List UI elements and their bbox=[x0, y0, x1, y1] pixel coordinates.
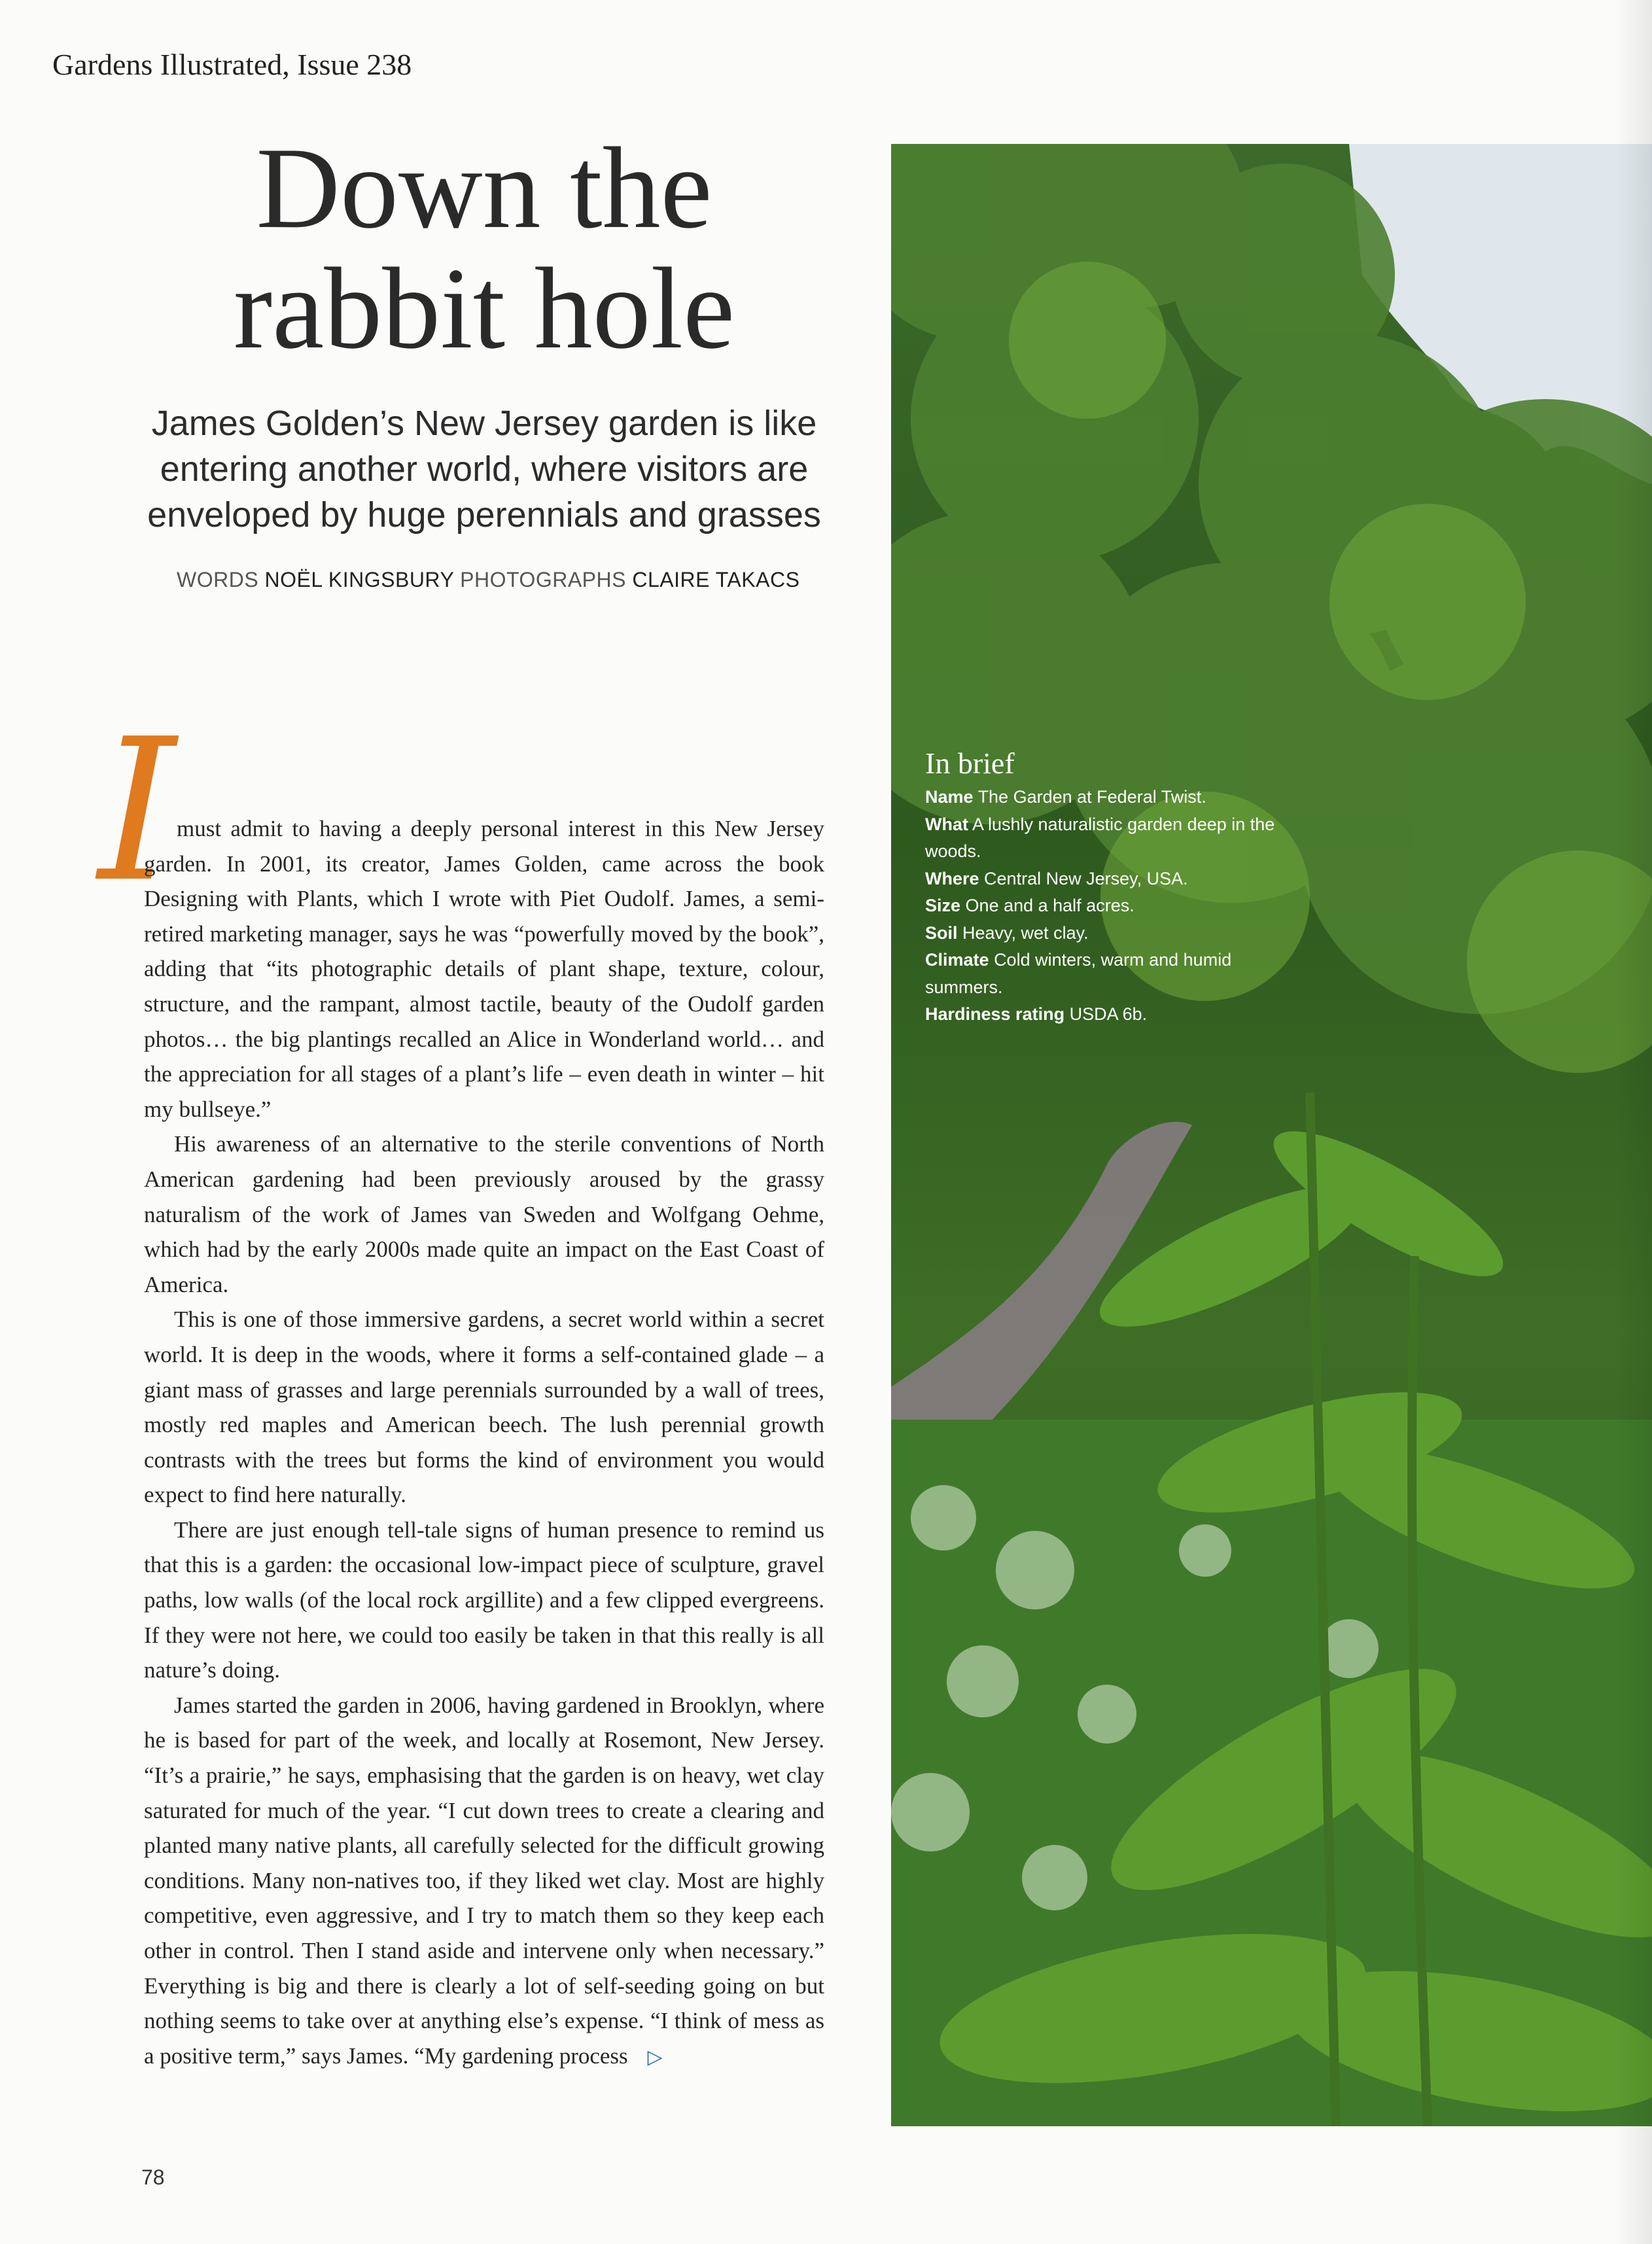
words-label: WORDS bbox=[177, 568, 259, 591]
brief-row-name bbox=[925, 784, 1278, 811]
photographs-label: PHOTOGRAPHS bbox=[460, 568, 626, 591]
paragraph-5-text: James started the garden in 2006, having gardened in Brooklyn, where he is based for part of the week, and locally at Rosemont, New Jersey. “It’s a prairie,” he says, emphasising that the garden is on heavy, wet clay saturated for much of the year. “I cut down trees to create a clearing and planted many native plants, all carefully selected for the difficult growing conditions. Many non-natives too, if they liked wet clay. Most are highly competitive, even aggressive, and I try to match them so they keep each other in control. Then I stand aside and intervene only when necessary.” Everything is big and there is clearly a lot of self-seeding going on but nothing seems to take over at anything else’s expense. “I think of mess as a positive term,” says James. “My gardening process bbox=[144, 1692, 824, 2069]
garden-photo bbox=[891, 144, 1652, 2126]
brief-value: Cold winters, warm and humid summers. bbox=[925, 950, 1232, 997]
in-brief-box bbox=[925, 746, 1278, 1028]
brief-label: Climate bbox=[925, 950, 989, 970]
brief-label: Name bbox=[925, 787, 974, 807]
title-line-2: rabbit hole bbox=[233, 243, 735, 373]
brief-label: Where bbox=[925, 868, 979, 888]
drop-cap: I bbox=[98, 697, 176, 925]
author-name: NOËL KINGSBURY bbox=[264, 568, 454, 591]
brief-row-where bbox=[925, 866, 1278, 893]
brief-row-climate bbox=[925, 947, 1278, 1001]
publication-header: Gardens Illustrated, Issue 238 bbox=[52, 48, 412, 81]
continue-arrow-icon: ▷ bbox=[647, 2046, 663, 2068]
brief-label: Soil bbox=[925, 922, 958, 943]
in-brief-heading: In brief bbox=[925, 746, 1015, 780]
garden-photo-illustration bbox=[891, 144, 1652, 2126]
brief-value: A lushly naturalistic garden deep in the woods. bbox=[925, 814, 1275, 861]
brief-value: The Garden at Federal Twist. bbox=[977, 787, 1206, 807]
brief-value: Heavy, wet clay. bbox=[962, 922, 1089, 943]
photographer-name: CLAIRE TAKACS bbox=[632, 568, 800, 591]
brief-row-hardiness bbox=[925, 1001, 1278, 1028]
brief-value: Central New Jersey, USA. bbox=[984, 868, 1188, 888]
brief-label: Size bbox=[925, 896, 961, 915]
brief-label: What bbox=[925, 814, 968, 834]
paragraph-5 bbox=[144, 1688, 824, 2075]
brief-label: Hardiness rating bbox=[925, 1004, 1065, 1024]
paragraph-2: His awareness of an alternative to the sterile conventions of North American gardening had been previously aroused by the grassy naturalism of the work of James van Sweden and Wolfgang Oehme, which had by the early 2000s made quite an impact on the East Coast of America. bbox=[144, 1131, 824, 1297]
brief-value: USDA 6b. bbox=[1069, 1004, 1148, 1024]
article-body bbox=[144, 811, 824, 2075]
brief-value: One and a half acres. bbox=[965, 896, 1134, 915]
page-number: 78 bbox=[141, 2165, 165, 2189]
article-title bbox=[144, 123, 824, 373]
brief-row-what bbox=[925, 811, 1278, 866]
brief-row-soil bbox=[925, 920, 1278, 947]
paragraph-4: There are just enough tell-tale signs of human presence to remind us that this is a garden: the occasional low-impact piece of sculpture, gravel paths, low walls (of the local rock argillite) and a few clipped evergreens. If they were not here, we could too easily be taken in that this really is all nature’s doing. bbox=[144, 1516, 824, 1683]
title-line-1: Down the bbox=[256, 123, 712, 253]
paragraph-1: must admit to having a deeply personal interest in this New Jersey garden. In 2001, its creator, James Golden, came across the book Designing with Plants, which I wrote with Piet Oudolf. James, a semi-retired marketing manager, says he was “powerfully moved by the book”, adding that “its photographic details of plant shape, texture, colour, structure, and the rampant, almost tactile, beauty of the Oudolf garden photos… the big plantings recalled an Alice in Wonderland world… and the appreciation for all stages of a plant’s life – even death in winter – hit my bullseye.” bbox=[144, 816, 824, 1122]
standfirst: James Golden’s New Jersey garden is like entering another world, where visitors are enveloped by huge perennials and grasses bbox=[147, 404, 821, 535]
brief-row-size bbox=[925, 892, 1278, 920]
page-gutter-shadow bbox=[1616, 0, 1652, 2244]
paragraph-3: This is one of those immersive gardens, a secret world within a secret world. It is deep in the woods, where it forms a self-contained glade – a giant mass of grasses and large perennials surrounded by a wall of trees, mostly red maples and American beech. The lush perennial growth contrasts with the trees but forms the kind of environment you would expect to find here naturally. bbox=[144, 1306, 824, 1508]
byline bbox=[177, 568, 831, 592]
